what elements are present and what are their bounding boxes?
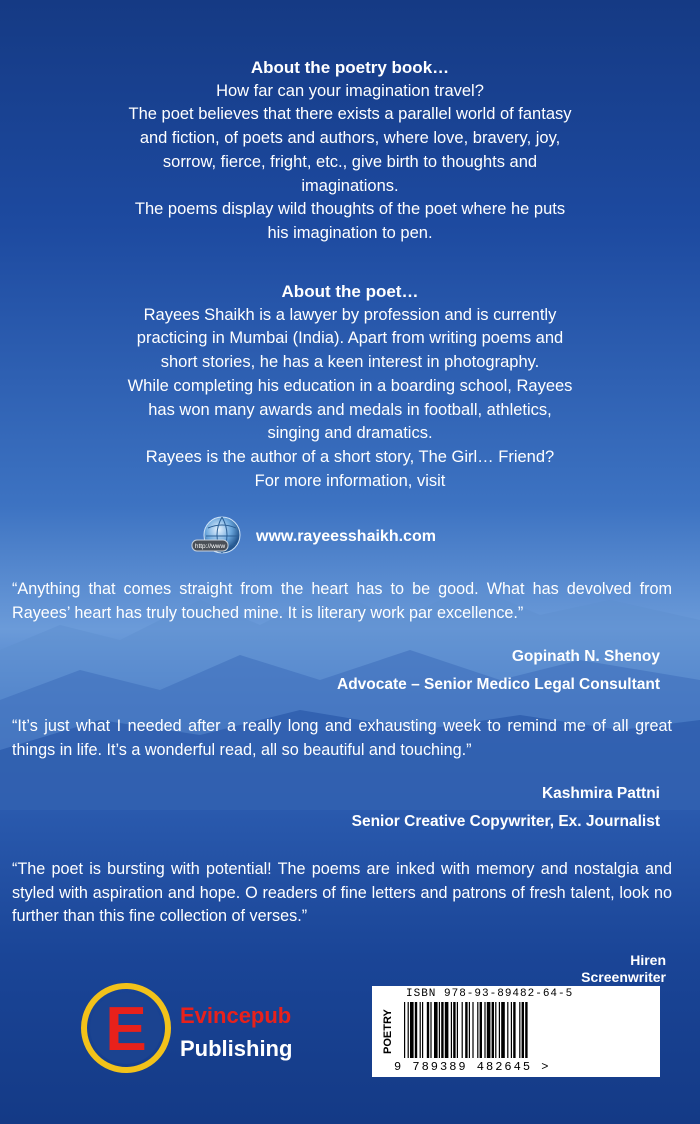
about-book-line: and fiction, of poets and authors, where love, bravery, joy, xyxy=(139,129,561,148)
about-poet-line: Rayees is the author of a short story, The Girl… Friend? xyxy=(145,447,555,466)
barcode-bar xyxy=(511,1002,512,1058)
about-poet-section xyxy=(40,280,660,493)
about-book-line: How far can your imagination travel? xyxy=(216,81,484,100)
about-poet-line: practicing in Mumbai (India). Apart from writing poems and xyxy=(136,329,564,348)
barcode-bar xyxy=(492,1002,494,1058)
testimonial-title: Screenwriter xyxy=(581,969,666,985)
barcode-bar xyxy=(441,1002,443,1058)
barcode-bar xyxy=(434,1002,438,1058)
isbn-barcode xyxy=(372,986,660,1077)
barcode-bar xyxy=(420,1002,421,1058)
barcode-bar xyxy=(513,1002,515,1058)
barcode-bar xyxy=(451,1002,452,1058)
barcode-bar xyxy=(484,1002,485,1058)
testimonial-quote: “It’s just what I needed after a really long and exhausting week to remind me of all great things in life. It’s a wonderful read, all so beautiful and touching.” xyxy=(12,717,672,759)
barcode-bar xyxy=(525,1002,527,1058)
testimonial-title: Advocate – Senior Medico Legal Consultant xyxy=(337,676,660,693)
barcode-bar xyxy=(415,1002,417,1058)
barcode-bar xyxy=(427,1002,429,1058)
barcode-bar xyxy=(404,1002,405,1058)
barcode-bar xyxy=(453,1002,455,1058)
about-poet-line: short stories, he has a keen interest in photography. xyxy=(160,353,540,372)
about-poet-line: singing and dramatics. xyxy=(267,424,433,443)
publisher-name-bottom: Publishing xyxy=(180,1036,293,1061)
about-book-line: The poems display wild thoughts of the poet where he puts xyxy=(134,200,566,219)
category-label: POETRY xyxy=(382,1009,394,1054)
barcode-bar xyxy=(480,1002,482,1058)
barcode-bar xyxy=(462,1002,463,1058)
testimonial-name: Kashmira Pattni xyxy=(541,785,660,802)
testimonial-attribution xyxy=(352,780,660,836)
about-book-line: imaginations. xyxy=(301,176,399,195)
globe-icon xyxy=(190,514,248,560)
barcode-bar xyxy=(499,1002,500,1058)
barcode-bar xyxy=(430,1002,431,1058)
about-poet-line: For more information, visit xyxy=(254,471,446,490)
barcode-bar xyxy=(445,1002,449,1058)
isbn-digits: 9 789389 482645 > xyxy=(394,1060,551,1074)
barcode-bars xyxy=(404,1002,650,1058)
globe-icon-label: http://www xyxy=(194,543,226,550)
website-url[interactable]: www.rayeesshaikh.com xyxy=(256,528,436,545)
barcode-bar xyxy=(422,1002,423,1058)
about-book-line: sorrow, fierce, fright, etc., give birth to thoughts and xyxy=(162,152,538,171)
testimonial-name: Hiren xyxy=(630,952,666,968)
barcode-bar xyxy=(507,1002,508,1058)
about-poet-line: Rayees Shaikh is a lawyer by profession and is currently xyxy=(143,305,557,324)
publisher-logo-letter: E xyxy=(105,995,147,1064)
isbn-text: ISBN 978-93-89482-64-5 xyxy=(406,988,574,1000)
barcode-bar xyxy=(501,1002,505,1058)
about-book-heading: About the poetry book… xyxy=(250,58,450,77)
barcode-bar xyxy=(408,1002,409,1058)
barcode-bar xyxy=(465,1002,467,1058)
barcode-bar xyxy=(469,1002,470,1058)
about-poet-line: has won many awards and medals in football, athletics, xyxy=(148,400,552,419)
barcode-bar xyxy=(495,1002,496,1058)
barcode-bar xyxy=(410,1002,414,1058)
testimonial-attribution xyxy=(581,952,666,986)
barcode-bar xyxy=(457,1002,458,1058)
about-book-line: his imagination to pen. xyxy=(267,223,433,242)
publisher-name-top: Evincepub xyxy=(180,1003,292,1028)
publisher-logo-icon xyxy=(78,980,174,1076)
about-book-section xyxy=(40,56,660,246)
barcode-bar xyxy=(522,1002,524,1058)
about-poet-line: While completing his education in a boarding school, Rayees xyxy=(127,376,573,395)
barcode-bar xyxy=(472,1002,473,1058)
testimonial-title: Senior Creative Copywriter, Ex. Journalist xyxy=(351,813,660,830)
barcode-bar xyxy=(439,1002,440,1058)
about-poet-heading: About the poet… xyxy=(281,282,419,301)
testimonial-name: Gopinath N. Shenoy xyxy=(511,648,660,665)
barcode-bar xyxy=(477,1002,478,1058)
testimonial-quote: “Anything that comes straight from the heart has to be good. What has devolved from Rayees’ heart has truly touched mine. It is literary work par excellence.” xyxy=(12,580,672,622)
testimonial-quote: “The poet is bursting with potential! The poems are inked with memory and nostalgia and styled with aspiration and hope. O readers of fine letters and patrons of fresh talent, look no further than this fine collection of verses.” xyxy=(12,860,672,925)
barcode-bar xyxy=(519,1002,520,1058)
barcode-bar xyxy=(487,1002,491,1058)
about-book-line: The poet believes that there exists a parallel world of fantasy xyxy=(128,105,572,124)
website-link[interactable] xyxy=(190,514,436,560)
testimonial-attribution xyxy=(337,643,660,699)
